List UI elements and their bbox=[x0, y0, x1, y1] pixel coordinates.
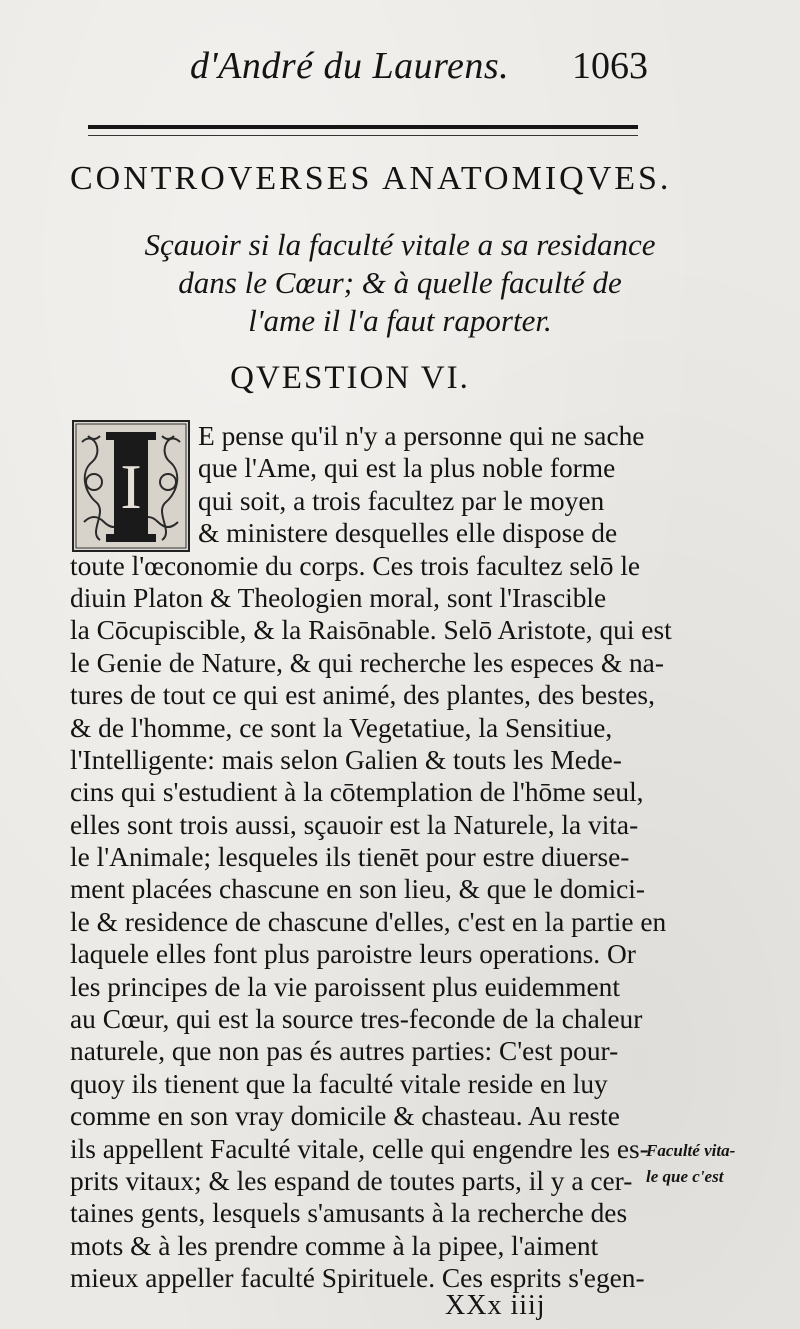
section-title: CONTROVERSES ANATOMIQVES. bbox=[70, 160, 672, 197]
text-line: E pense qu'il n'y a personne qui ne sache bbox=[198, 421, 645, 451]
text-line: le Genie de Nature, & qui recherche les especes & na- bbox=[70, 647, 664, 678]
text-line: que l'Ame, qui est la plus noble forme bbox=[198, 453, 616, 484]
text-line: taines gents, lesquels s'amusants à la recherche des bbox=[70, 1198, 628, 1229]
header-rule bbox=[88, 125, 638, 136]
page-header bbox=[0, 44, 800, 92]
subtitle-line: dans le Cœur; & à quelle faculté de bbox=[178, 265, 622, 300]
text-line: prits vitaux; & les espand de toutes parts, il y a cer- bbox=[70, 1165, 633, 1196]
text-line: comme en son vray domicile & chasteau. Au reste bbox=[70, 1101, 620, 1132]
body-text bbox=[70, 420, 672, 1295]
text-line: ment placées chascune en son lieu, & que le domici- bbox=[70, 874, 646, 905]
subtitle-line: l'ame il l'a faut raporter. bbox=[248, 303, 552, 338]
signature-catchword: XXx iiij bbox=[445, 1290, 546, 1321]
text-line: mots & à les prendre comme à la pipee, l'aiment bbox=[70, 1230, 599, 1261]
text-line: l'Intelligente: mais selon Galien & touts les Mede- bbox=[70, 744, 622, 775]
margin-note-line: Faculté vita- bbox=[646, 1141, 736, 1160]
text-line: elles sont trois aussi, sçauoir est la Naturele, la vita- bbox=[70, 809, 639, 840]
text-line: mieux appeller faculté Spirituele. Ces esprits s'egen- bbox=[70, 1263, 645, 1294]
text-line: qui soit, a trois facultez par le moyen bbox=[198, 485, 605, 516]
text-line: le l'Animale; lesqueles ils tienēt pour estre diuerse- bbox=[70, 842, 630, 873]
page-number: 1063 bbox=[572, 45, 648, 87]
text-line: au Cœur, qui est la source tres-feconde de la chaleur bbox=[70, 1004, 643, 1035]
dropcap-letter: I bbox=[120, 451, 142, 522]
text-line: toute l'œconomie du corps. Ces trois facultez selō le bbox=[70, 550, 641, 581]
question-subtitle bbox=[0, 226, 800, 340]
text-line: la Cōcupiscible, & la Raisōnable. Selō Aristote, qui est bbox=[70, 615, 672, 646]
text-line: naturele, que non pas és autres parties: C'est pour- bbox=[70, 1036, 619, 1067]
text-line: laquele elles font plus paroistre leurs operations. Or bbox=[70, 939, 636, 970]
text-line: & ministere desquelles elle dispose de bbox=[198, 518, 618, 549]
text-line: quoy ils tienent que la faculté vitale reside en luy bbox=[70, 1068, 608, 1099]
margin-note bbox=[646, 1138, 796, 1190]
text-line: le & residence de chascune d'elles, c'est en la partie en bbox=[70, 906, 667, 937]
running-title: d'André du Laurens. bbox=[190, 45, 510, 87]
question-heading: QVESTION VI. bbox=[230, 360, 470, 396]
text-line: diuin Platon & Theologien moral, sont l'Irascible bbox=[70, 582, 607, 613]
subtitle-line: Sçauoir si la faculté vitale a sa residance bbox=[144, 227, 656, 262]
margin-note-line: le que c'est bbox=[646, 1167, 724, 1186]
text-line: les principes de la vie paroissent plus euidemment bbox=[70, 971, 620, 1002]
text-line: cins qui s'estudient à la cōtemplation de l'hōme seul, bbox=[70, 777, 644, 808]
text-line: & de l'homme, ce sont la Vegetatiue, la Sensitiue, bbox=[70, 712, 613, 743]
text-line: ils appellent Faculté vitale, celle qui engendre les es- bbox=[70, 1133, 649, 1164]
text-line: tures de tout ce qui est animé, des plantes, des bestes, bbox=[70, 680, 655, 711]
